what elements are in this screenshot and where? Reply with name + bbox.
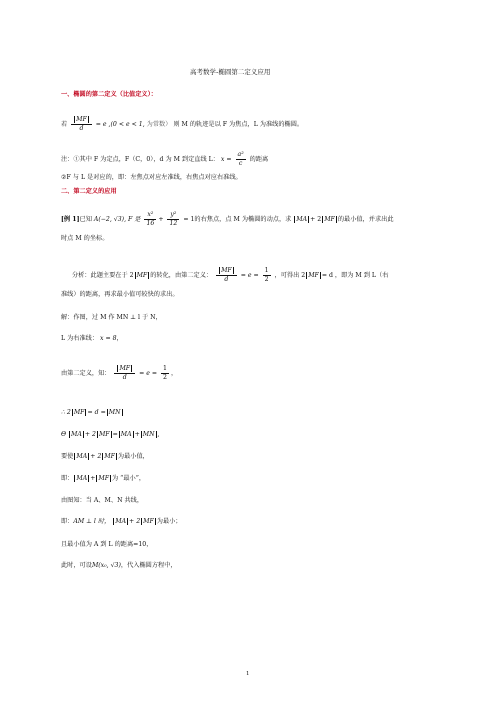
example-body-2: 的最小值，并求出此 <box>337 216 394 224</box>
solution-half <box>161 366 169 381</box>
solution-11-suffix: ，代入椭圆方程中， <box>120 562 177 569</box>
solution-6-suffix: 为最小值， <box>117 453 149 460</box>
solution-line-6 <box>61 454 149 460</box>
abs-mf-3: MF <box>308 272 319 280</box>
frac-x-den: 16 <box>146 220 155 228</box>
analysis-part-2: 的转化，由第二定义： <box>150 272 213 280</box>
example-given: 已知 <box>79 216 92 224</box>
plus-2: + <box>90 475 96 482</box>
plus-two-3: + 2 <box>129 518 141 525</box>
section-heading-2: 二、第二定义的应用 <box>61 188 117 195</box>
analysis-part-4: = d ，即为 M 到 L（右 <box>321 272 389 280</box>
solution-line-2: L 为右准线： x = 8， <box>61 335 123 342</box>
abs-ma: MA <box>296 216 308 224</box>
analysis-frac-den: d <box>224 276 229 284</box>
solution-7-suffix: 为 “最小”， <box>112 475 146 482</box>
note-1-numerator: a² <box>236 152 246 160</box>
solution-frac <box>114 366 135 381</box>
def-equation: = e ,(0 < e < 1, <box>95 121 145 129</box>
solution-half-den: 2 <box>163 374 167 382</box>
note-2: ②F 与 L 是对应的，即：左焦点对应左准线，右焦点对应右准线。 <box>61 174 242 181</box>
solution-9-prefix: 即： <box>61 518 74 525</box>
therefore-text: ∴ 2 <box>61 409 71 416</box>
solution-11-prefix: 此时，可设 <box>61 562 92 569</box>
note-1-lhs: x = <box>220 156 232 164</box>
analysis-part-1: 分析：此题主要在于 2 <box>72 272 134 280</box>
example-tag: [例 1] <box>61 216 80 224</box>
abs-mf-7: MF <box>98 475 110 482</box>
solution-2-value: x = 8 <box>99 335 117 342</box>
solution-2-text: L 为右准线： <box>61 335 99 342</box>
because-symbol: Θ <box>61 431 67 438</box>
abs-mn-2: MN <box>142 431 155 438</box>
example-line-2: 时点 M 的坐标。 <box>61 235 109 242</box>
abs-mn: MN <box>108 409 121 416</box>
solution-line-9 <box>61 519 182 525</box>
frac-y-num: y² <box>167 212 179 220</box>
abs-ma-6: MA <box>115 518 127 525</box>
note-1-fraction <box>236 152 246 167</box>
note-1-suffix: 的距离 <box>249 156 269 164</box>
solution-3-text: 由第二定义，知： <box>61 370 111 378</box>
plus: + <box>134 431 140 438</box>
solution-line-10: 且最小值为 A 到 L 的距离=10， <box>61 541 153 548</box>
abs-mf-2: MF <box>136 272 148 280</box>
page-number: 1 <box>246 671 250 677</box>
def-fraction <box>71 117 92 132</box>
abs-ma-4: MA <box>76 453 88 460</box>
analysis-line-2: 准线）的距离，再求最小值可较快的求出。 <box>61 291 179 298</box>
example-eq: = 1 <box>183 216 195 224</box>
example-frac-x <box>144 212 156 227</box>
solution-half-num: 1 <box>161 366 169 374</box>
note-1-prefix: 注：①其中 F 为定点，F（C，0），d 为 M 到定直线 L： <box>61 156 219 164</box>
document-title: 高考数学-椭圆第二定义应用 <box>190 68 271 76</box>
analysis-part-3: ，可得出 2 <box>274 272 306 280</box>
def-numerator: MF <box>76 116 87 123</box>
half-num: 1 <box>263 268 271 276</box>
solution-9-suffix: 为最小； <box>156 518 182 525</box>
section-heading-1: 一、椭圆的第二定义（比值定义）： <box>61 91 157 98</box>
def-denominator: d <box>79 125 84 133</box>
abs-ma-2: MA <box>71 431 82 438</box>
abs-mf-5: MF <box>98 431 110 438</box>
eq-d: = d = <box>87 409 106 416</box>
solution-line-3: 由第二定义，知： $\frac{MF}{d}$ = e = $\frac{1}{2}$ ， <box>61 365 178 382</box>
analysis-half <box>263 268 271 283</box>
solution-line-11 <box>61 563 177 569</box>
abs-mf-8: MF <box>143 518 154 525</box>
def-constant: 为常数） <box>146 121 172 129</box>
abs-mf-4: MF <box>73 409 85 416</box>
solution-9-cond: AM ⊥ l 时， <box>73 518 111 525</box>
solution-frac-den: d <box>122 374 127 382</box>
solution-11-point: M(x₀, √3) <box>91 562 121 569</box>
example-frac-y <box>167 212 179 227</box>
abs-ma-3: MA <box>120 431 132 438</box>
analysis-line-1 <box>72 268 388 283</box>
half-den: 2 <box>264 276 269 284</box>
note-1-denominator: c <box>238 160 243 168</box>
solution-eq: = e = <box>139 370 158 378</box>
frac-y-den: 12 <box>169 220 178 228</box>
def-prefix: 若 <box>61 121 68 129</box>
solution-line-4 <box>61 410 124 416</box>
solution-line-7 <box>61 476 145 482</box>
example-body-1: 的右焦点，点 M 为椭圆的动点，求 <box>194 216 292 224</box>
frac-x-num: x² <box>144 212 156 220</box>
example-plus: + 2 <box>310 216 322 224</box>
abs-mf: MF <box>324 216 335 224</box>
solution-line-5: Θ MA + 2 MF = MA + MN , <box>61 431 160 438</box>
note-1 <box>61 152 268 167</box>
solution-line-8: 由图知：当 A、M、N 共线， <box>61 497 144 504</box>
solution-frac-num: MF <box>119 365 131 372</box>
analysis-eq: = e = <box>240 272 259 280</box>
abs-ma-5: MA <box>76 475 88 482</box>
solution-7-text: 即： <box>61 475 74 482</box>
solution-6-text: 要使 <box>61 453 74 460</box>
solution-line-1: 解：作图，过 M 作 MN ⊥ l 于 N， <box>61 314 162 321</box>
analysis-frac <box>216 268 237 283</box>
plus-two-2: + 2 <box>90 453 102 460</box>
def-suffix: 则 M 的轨迹是以 F 为焦点，L 为准线的椭圆。 <box>173 121 304 129</box>
analysis-frac-num: MF <box>221 267 232 274</box>
definition-line <box>61 117 303 132</box>
plus-two: + 2 <box>84 431 96 438</box>
example-line-1: [例 1]已知 A(−2, √3), F 是 $\frac{\text{x²}}{16}$ + $\frac{\text{y²}}{12}$ = 1的右焦点，点 M 为椭圆的动点，求 MA + 2 MF 的最小值，并求出此 <box>61 211 394 228</box>
example-point: A(−2, √3), F 是 <box>93 216 141 224</box>
abs-mf-6: MF <box>104 453 115 460</box>
equals: = <box>112 431 118 438</box>
